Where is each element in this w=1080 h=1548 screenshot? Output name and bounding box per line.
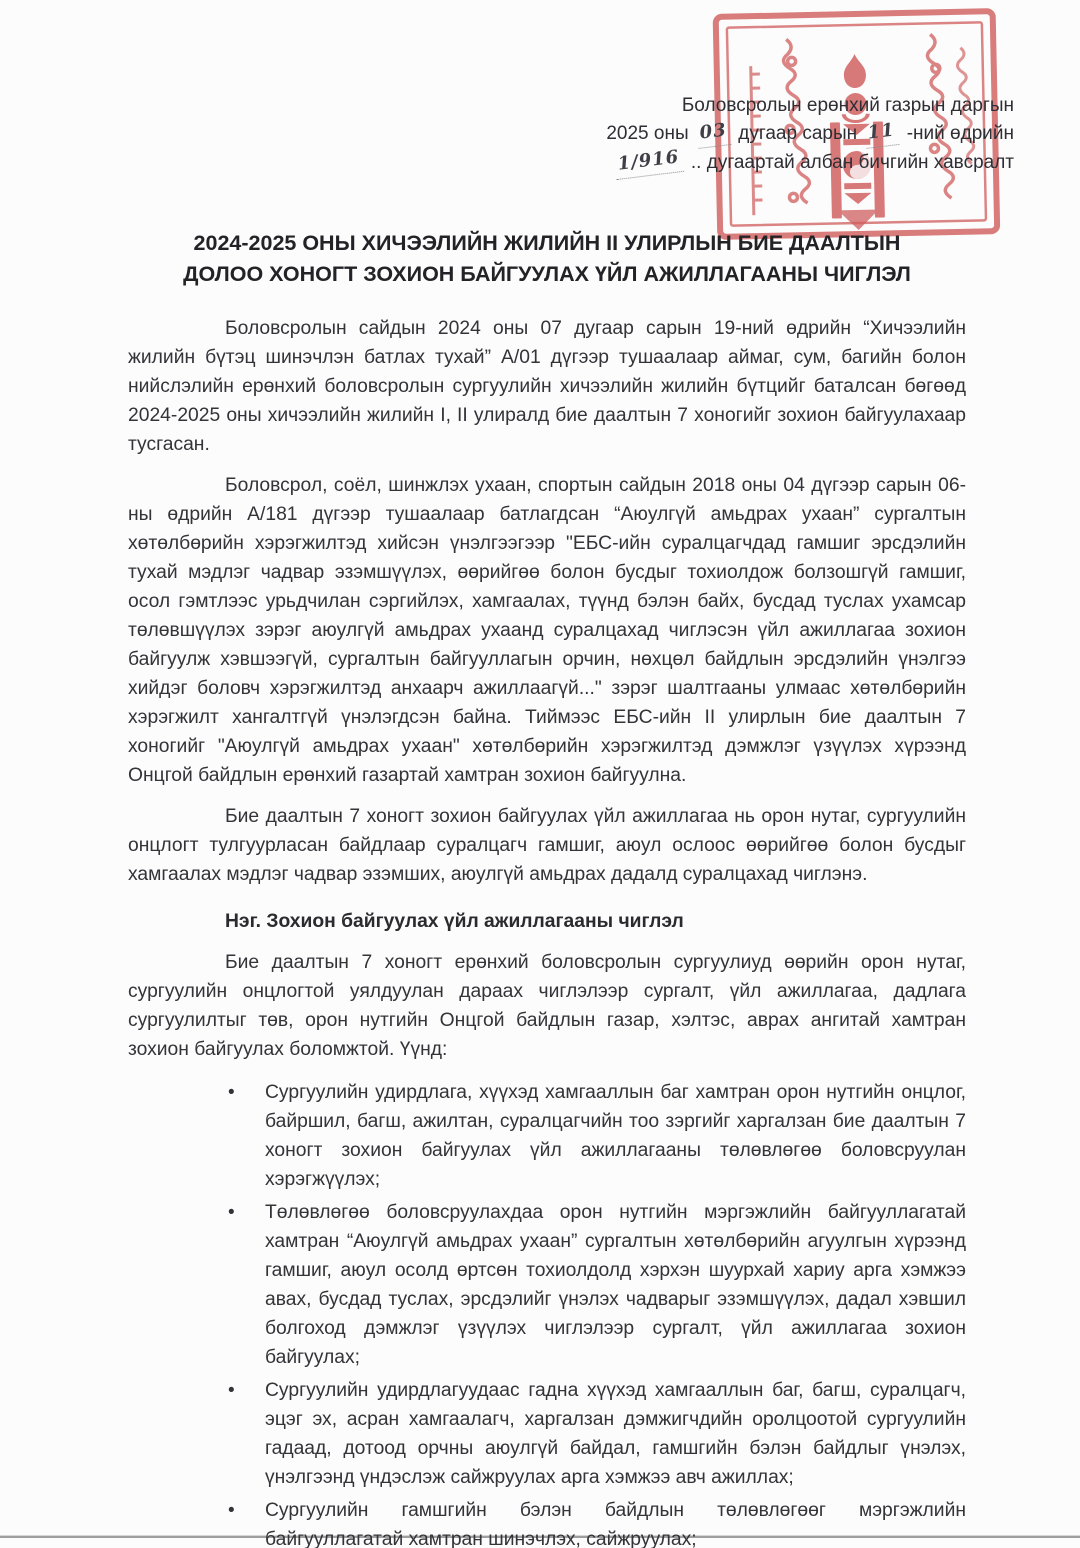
appendix-day-text: -ний өдрийн — [906, 123, 1014, 144]
appendix-note-line3 — [606, 146, 1014, 178]
handwritten-month: 03 — [695, 116, 731, 149]
paragraph-4: Бие даалтын 7 хоногт ерөнхий боловсролын сургуулиуд өөрийн орон нутаг, сургуулийн онцлогтой уялдуулан дараах чиглэлээр сургалт, үйл ажиллагаа, дадлага сургуулилтыг төв, орон нутгийн Онцгой байдлын газар, хэлтэс, аврах ангитай хамтран зохион байгуулах боломжтой. Үүнд: — [128, 952, 966, 1060]
bullet-item-3: • Сургуулийн удирдлагуудаас гадна хүүхэд хамгааллын баг, багш, суралцагч, эцэг эх, асран хамгаалагч, харгалзан дэмжигчдийн оролцоотой сургуулийн гадаад, дотоод орчны аюулгүй байдал, гамшгийн бэлэн байдлыг үнэлэх, үнэлгээнд үндэслэж сайжруулах арга хэмжээ авч ажиллах; — [265, 1376, 966, 1492]
document-body — [128, 228, 966, 1548]
handwritten-day: 11 — [864, 116, 900, 149]
bullet-list — [128, 1078, 966, 1548]
appendix-ref-text: .. дугаартай албан бичгийн хавсралт — [690, 152, 1014, 173]
handwritten-ref-number: 1/916 — [613, 143, 684, 180]
document-title — [128, 228, 966, 290]
bullet-item-2: • Төлөвлөгөө боловсруулахдаа орон нутгийн мэргэжлийн байгууллагатай хамтран “Аюулгүй амьдрах ухаан” сургалтын хөтөлбөрийн агуулгын хүрээнд гамшиг, аюул осолд өртсөн тохиолдолд хэрхэн шуурхай хариу арга хэмжээ авах, бусдад туслах, эрсдэлийг үнэлэх чадварыг эзэмшүүлэх, дадал хэвшил болгоход дэмжлэг үзүүлэх чиглэлээр сургалт, үйл ажиллагаа зохион байгуулах; — [265, 1198, 966, 1372]
bullet-item-4: • Сургуулийн гамшгийн бэлэн байдлын төлөвлөгөөг мэргэжлийн байгууллагатай хамтран шинэчлэх, сайжруулах; — [265, 1496, 966, 1548]
appendix-note-line1: Боловсролын ерөнхий газрын даргын — [681, 95, 1014, 116]
appendix-month-text: дугаар сарын — [738, 123, 858, 144]
appendix-year-text: 2025 оны — [606, 123, 689, 144]
paragraph-2: Боловсрол, соёл, шинжлэх ухаан, спортын сайдын 2018 оны 04 дүгээр сарын 06-ны өдрийн А/181 дүгээр тушаалаар батлагдсан “Аюулгүй амьдрах ухаан” сургалтын хөтөлбөрийн хэрэгжилтэд хийсэн үнэлгээгээр "ЕБС-ийн суралцагчдад гамшиг эрсдэлийн тухай мэдлэг чадвар эзэмшүүлэх, өөрийгөө болон бусдыг тохиолдож болзошгүй гамшиг, осол гэмтлээс урьдчилан сэргийлэх, хамгаалах, түүнд бэлэн байх, бусдад туслах ухамсар төлөвшүүлэх зэрэг аюулгүй амьдрах ухаанд суралцахад чиглэсэн үйл ажиллагаа зохион байгуулж хэвшээгүй, сургалтын байгууллагын орчин, нөхцөл байдлын эрсдэлийн үнэлгээ хийдэг боловч хэрэгжилтэд анхаарч ажиллаагүй..." зэрэг шалтгааны улмаас хөтөлбөрийн хэрэгжилт хангалтгүй үнэлэгдсэн байна. Тиймээс ЕБС-ийн II улирлын бие даалтын 7 хоногийг "Аюулгүй амьдрах ухаан" хөтөлбөрийн хэрэгжилтэд дэмжлэг үзүүлэх хүрээнд Онцгой байдлын ерөнхий газартай хамтран зохион байгуулна. — [128, 475, 966, 786]
paragraph-3: Бие даалтын 7 хоногт зохион байгуулах үйл ажиллагаа нь орон нутаг, сургуулийн онцлогт тулгуурласан байдлаар суралцагч гамшиг, аюул ослоос өөрийгөө болон бусдыг хамгаалах мэдлэг чадвар эзэмших, аюулгүй амьдрах дадалд суралцахад чиглэнэ. — [128, 806, 966, 885]
appendix-note — [606, 92, 1014, 178]
document-title-line2: ДОЛОО ХОНОГТ ЗОХИОН БАЙГУУЛАХ ҮЙЛ АЖИЛЛАГААНЫ ЧИГЛЭЛ — [183, 262, 911, 286]
section-heading: Нэг. Зохион байгуулах үйл ажиллагааны чиглэл — [225, 911, 684, 932]
document-title-line1: 2024-2025 ОНЫ ХИЧЭЭЛИЙН ЖИЛИЙН II УЛИРЛЫН БИЕ ДААЛТЫН — [193, 231, 901, 255]
paragraph-1: Боловсролын сайдын 2024 оны 07 дугаар сарын 19-ний өдрийн “Хичээлийн жилийн бүтэц шинэчлэн батлах тухай” А/01 дүгээр тушаалаар аймаг, сум, багийн болон нийслэлийн ерөнхий боловсролын сургуулийн хичээлийн жилийн бүтцийг баталсан бөгөөд 2024-2025 оны хичээлийн жилийн I, II улиралд бие даалтын 7 хоногийг зохион байгуулахаар тусгасан. — [128, 318, 966, 455]
bullet-item-1: • Сургуулийн удирдлага, хүүхэд хамгааллын баг хамтран орон нутгийн онцлог, байршил, багш, ажилтан, суралцагчийн тоо зэргийг харгалзан бие даалтын 7 хоногт зохион байгуулах үйл ажиллагааны төлөвлөгөө боловсруулан хэрэгжүүлэх; — [265, 1078, 966, 1194]
